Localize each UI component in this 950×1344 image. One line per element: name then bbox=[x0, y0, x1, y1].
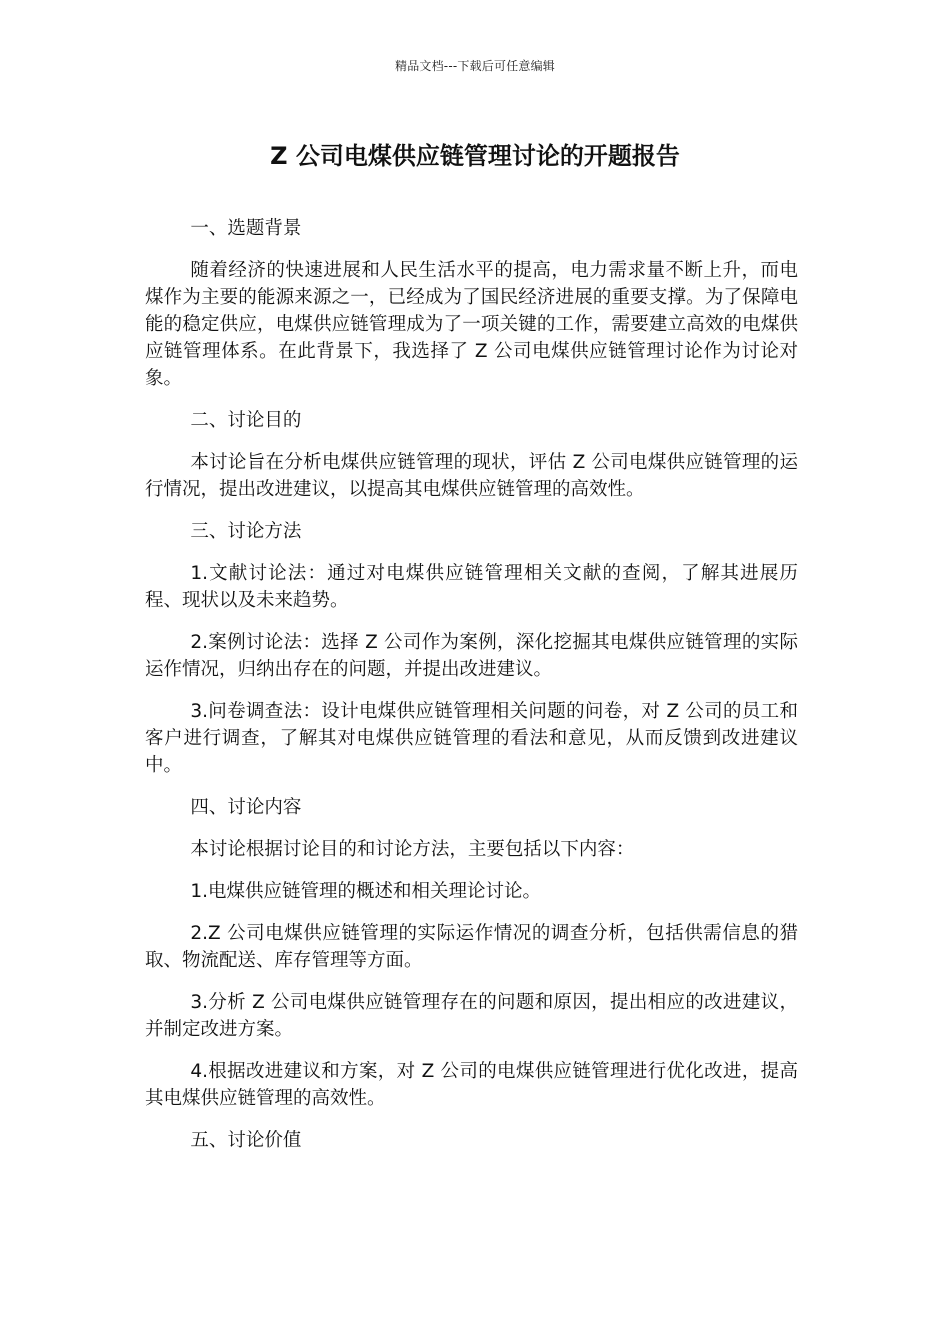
section-heading-value: 五、讨论价值 bbox=[190, 1130, 302, 1151]
section-heading-purpose: 二、讨论目的 bbox=[190, 410, 302, 431]
paragraph-background: 随着经济的快速进展和人民生活水平的提高，电力需求量不断上升，而电煤作为主要的能源来源之一，已经成为了国民经济进展的重要支撑。为了保障电能的稳定供应，电煤供应链管理成为了一项关键的工作，需要建立高效的电煤供应链管理体系。在此背景下，我选择了 Z 公司电煤供应链管理讨论作为讨论对象。 bbox=[145, 260, 798, 389]
page-header-note: 精品文档---下载后可任意编辑 bbox=[395, 59, 555, 73]
paragraph-content-intro: 本讨论根据讨论目的和讨论方法，主要包括以下内容： bbox=[190, 839, 635, 860]
content-item-1: 1.电煤供应链管理的概述和相关理论讨论。 bbox=[190, 881, 541, 902]
method-item-survey: 3.问卷调查法：设计电煤供应链管理相关问题的问卷，对 Z 公司的员工和客户进行调查，了解其对电煤供应链管理的看法和意见，从而反馈到改进建议中。 bbox=[145, 701, 798, 776]
document-body bbox=[145, 215, 798, 1154]
document-title: Z 公司电煤供应链管理讨论的开题报告 bbox=[270, 142, 680, 170]
content-item-3: 3.分析 Z 公司电煤供应链管理存在的问题和原因，提出相应的改进建议，并制定改进方案。 bbox=[145, 992, 798, 1040]
content-item-2: 2.Z 公司电煤供应链管理的实际运作情况的调查分析，包括供需信息的猎取、物流配送、库存管理等方面。 bbox=[145, 923, 798, 971]
section-heading-background: 一、选题背景 bbox=[190, 218, 302, 239]
section-heading-methods: 三、讨论方法 bbox=[190, 521, 302, 542]
section-heading-content: 四、讨论内容 bbox=[190, 797, 302, 818]
method-item-case-study: 2.案例讨论法：选择 Z 公司作为案例，深化挖掘其电煤供应链管理的实际运作情况，归纳出存在的问题，并提出改进建议。 bbox=[145, 632, 798, 680]
content-item-4: 4.根据改进建议和方案，对 Z 公司的电煤供应链管理进行优化改进，提高其电煤供应链管理的高效性。 bbox=[145, 1061, 798, 1109]
method-item-literature: 1.文献讨论法：通过对电煤供应链管理相关文献的查阅，了解其进展历程、现状以及未来趋势。 bbox=[145, 563, 798, 611]
paragraph-purpose: 本讨论旨在分析电煤供应链管理的现状，评估 Z 公司电煤供应链管理的运行情况，提出改进建议，以提高其电煤供应链管理的高效性。 bbox=[145, 452, 798, 500]
